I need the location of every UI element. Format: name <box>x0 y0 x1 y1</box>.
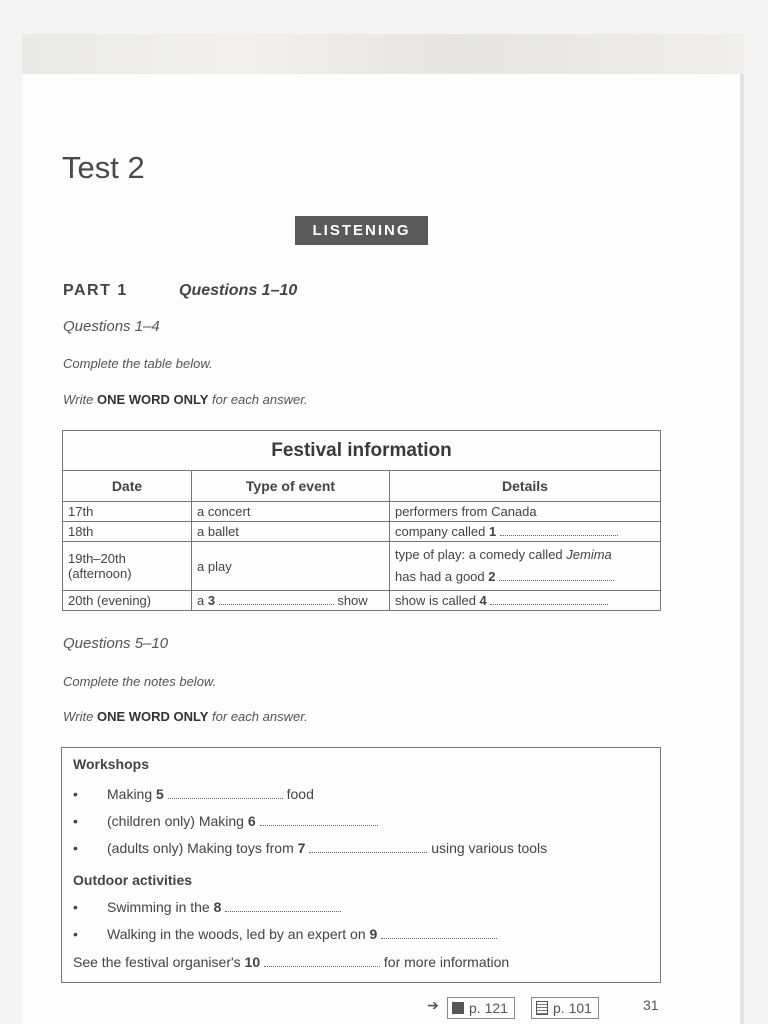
questions-5-10-heading: Questions 5–10 <box>63 635 169 652</box>
answer-blank-9[interactable] <box>381 928 497 939</box>
answer-blank-10[interactable] <box>264 956 380 967</box>
festival-table <box>62 430 661 611</box>
scan-top-band <box>22 34 744 74</box>
cell-event: a concert <box>192 502 390 522</box>
notes-final-line: See the festival organiser's 10 for more information <box>73 954 510 970</box>
cell-date: 19th–20th (afternoon) <box>63 542 192 591</box>
list-item: • Swimming in the 8 <box>73 899 341 915</box>
cell-details: type of play: a comedy called Jemima has had a good 2 <box>390 542 661 591</box>
notes-heading-outdoor: Outdoor activities <box>73 872 193 888</box>
answer-blank-3[interactable] <box>219 594 334 605</box>
answer-blank-7[interactable] <box>309 842 427 853</box>
cell-details: company called 1 <box>390 522 661 542</box>
notes-heading-workshops: Workshops <box>73 756 149 772</box>
cell-date: 17th <box>63 502 192 522</box>
cell-date: 18th <box>63 522 192 542</box>
cell-event: a ballet <box>192 522 390 542</box>
cell-event: a play <box>192 542 390 591</box>
answer-blank-5[interactable] <box>168 788 283 799</box>
cell-details: performers from Canada <box>390 502 661 522</box>
answer-key-ref[interactable]: p. 101 <box>531 997 599 1019</box>
arrow-icon: ➔ <box>427 997 439 1013</box>
document-icon <box>536 1001 548 1015</box>
table-row <box>63 522 661 542</box>
table-row <box>63 542 661 591</box>
instruction-word-limit-1: Write ONE WORD ONLY for each answer. <box>63 392 308 407</box>
list-item: • Making 5 food <box>73 786 314 802</box>
part-label: PART 1 <box>63 282 128 299</box>
answer-blank-4[interactable] <box>490 594 608 605</box>
section-label: LISTENING <box>295 216 428 245</box>
scan-right-edge <box>740 74 744 1024</box>
answer-blank-2[interactable] <box>499 570 614 581</box>
instruction-word-limit-2: Write ONE WORD ONLY for each answer. <box>63 709 308 724</box>
answer-blank-6[interactable] <box>260 815 378 826</box>
list-item: • Walking in the woods, led by an expert on 9 <box>73 926 497 942</box>
table-row <box>63 502 661 522</box>
page-number: 31 <box>643 997 659 1013</box>
answer-blank-8[interactable] <box>225 901 341 912</box>
list-item: • (children only) Making 6 <box>73 813 378 829</box>
cell-date: 20th (evening) <box>63 591 192 611</box>
audio-icon <box>452 1002 464 1014</box>
list-item: • (adults only) Making toys from 7 using various tools <box>73 840 548 856</box>
questions-1-4-heading: Questions 1–4 <box>63 318 160 335</box>
header-date: Date <box>63 471 192 502</box>
header-type: Type of event <box>192 471 390 502</box>
table-row <box>63 591 661 611</box>
header-details: Details <box>390 471 661 502</box>
notes-box <box>61 747 661 983</box>
instruction-notes: Complete the notes below. <box>63 674 217 689</box>
instruction-table: Complete the table below. <box>63 356 213 371</box>
cell-details: show is called 4 <box>390 591 661 611</box>
table-caption: Festival information <box>63 431 661 471</box>
answer-blank-1[interactable] <box>500 525 618 536</box>
audioscript-ref[interactable]: p. 121 <box>447 997 515 1019</box>
page-title: Test 2 <box>62 150 145 185</box>
cell-event: a 3 show <box>192 591 390 611</box>
part-questions: Questions 1–10 <box>179 282 298 299</box>
